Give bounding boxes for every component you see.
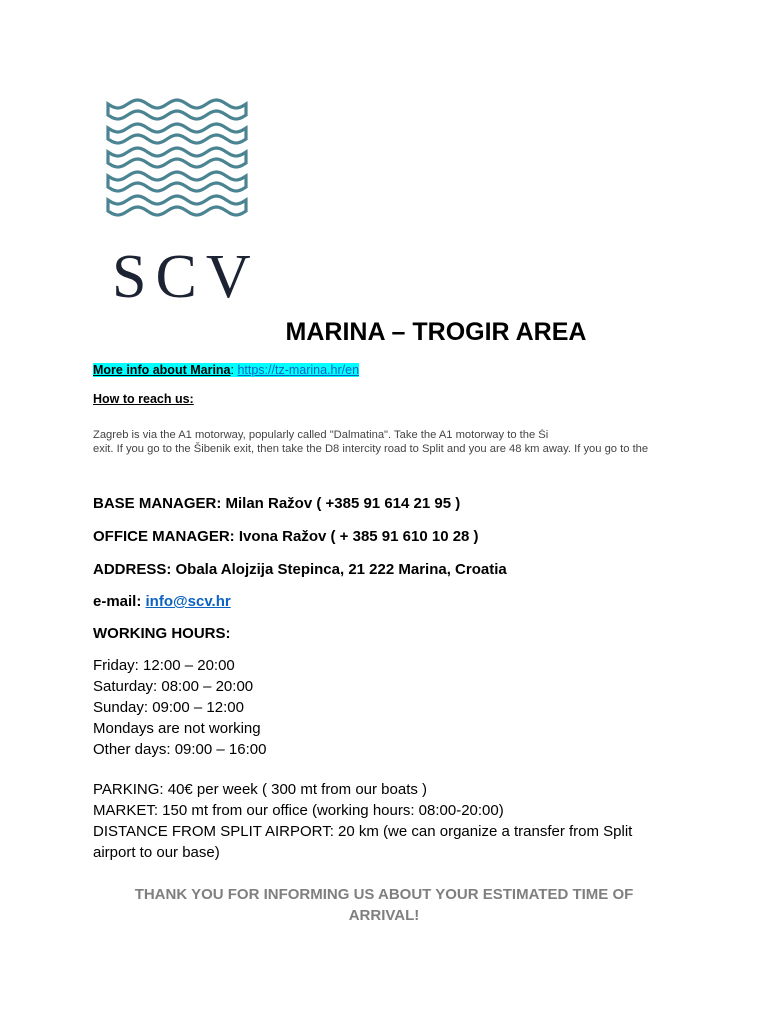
working-hours-heading: WORKING HOURS:: [93, 625, 231, 642]
scv-logo: [104, 96, 260, 316]
email-label: e-mail:: [93, 593, 146, 610]
hours-item: Mondays are not working: [93, 720, 261, 737]
thank-you-note: THANK YOU FOR INFORMING US ABOUT YOUR ESTIMATED TIME OF ARRIVAL!: [134, 886, 634, 924]
hours-item: Other days: 09:00 – 16:00: [93, 741, 267, 758]
address: ADDRESS: Obala Alojzija Stepinca, 21 222 Marina, Croatia: [93, 561, 507, 578]
wave-stripe: [108, 172, 246, 191]
more-info-label: More info about Marina: [93, 363, 231, 377]
directions-line: Zagreb is via the A1 motorway, popularly called "Dalmatina". Take the A1 motorway to the Ši: [93, 429, 549, 441]
directions-text: [93, 429, 693, 456]
marina-link[interactable]: https://tz-marina.hr/en: [237, 363, 360, 377]
hours-item: Friday: 12:00 – 20:00: [93, 657, 235, 674]
wave-stripe: [108, 148, 246, 167]
how-to-reach-heading: How to reach us:: [93, 392, 194, 406]
market-info: MARKET: 150 mt from our office (working hours: 08:00-20:00): [93, 802, 504, 819]
airport-info: DISTANCE FROM SPLIT AIRPORT: 20 km (we can organize a transfer from Split airport to our base): [93, 823, 633, 861]
hours-item: Saturday: 08:00 – 20:00: [93, 678, 254, 695]
email-link[interactable]: info@scv.hr: [145, 593, 231, 610]
hours-item: Sunday: 09:00 – 12:00: [93, 699, 244, 716]
directions-line: exit. If you go to the Šibenik exit, then take the D8 intercity road to Split and you are 48 km away. If you go to the: [93, 442, 649, 455]
waves-icon: [104, 96, 254, 236]
wave-stripe: [108, 124, 246, 143]
more-info-line: [93, 362, 359, 378]
page-title: MARINA – TROGIR AREA: [285, 318, 587, 346]
base-manager: BASE MANAGER: Milan Ražov ( +385 91 614 21 95 ): [93, 495, 461, 512]
office-manager: OFFICE MANAGER: Ivona Ražov ( + 385 91 610 10 28 ): [93, 528, 479, 545]
more-info-highlight: [93, 363, 359, 377]
wave-stripe: [108, 196, 246, 215]
hours-list: [93, 655, 266, 760]
email-line: [93, 592, 231, 612]
more-info-separator: :: [230, 363, 238, 377]
parking-info: PARKING: 40€ per week ( 300 mt from our boats ): [93, 781, 428, 798]
wave-stripe: [108, 100, 246, 119]
logo-text: SCV: [112, 243, 260, 311]
extra-info: [93, 779, 673, 863]
